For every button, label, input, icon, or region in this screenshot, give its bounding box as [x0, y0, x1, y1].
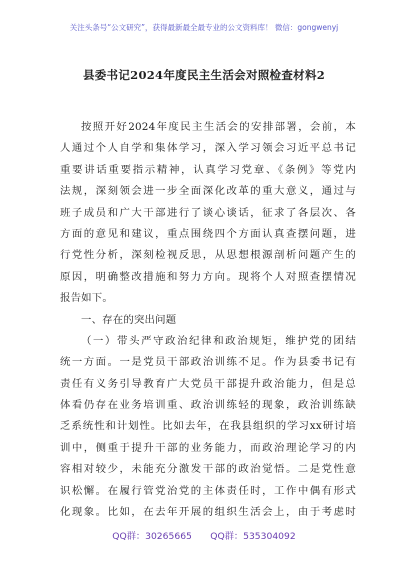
- body-line: 原因，明确整改措施和努力方向。现将个人对照查摆情况: [60, 270, 356, 283]
- body-line: 人通过个人自学和集体学习，深入学习领会习近平总书记: [60, 142, 356, 155]
- body-line: 行党性分析，深刻检视反思，从思想根源剖析问题产生的: [60, 249, 356, 262]
- body-line: 识松懈。在履行管党治党的主体责任时，工作中偶有形式: [60, 484, 356, 497]
- body-line: 乏系统性和计划性。比如去年，在我县组织的学习xx研讨培: [60, 420, 356, 433]
- section-heading: 一、存在的突出问题: [81, 313, 177, 326]
- body-line: 容相对较少，未能充分激发干部的政治觉悟。二是党性意: [60, 463, 356, 476]
- body-line: 体看仍存在业务培训重、政治训练轻的现象，政治训练缺: [60, 399, 356, 412]
- document-body: [60, 117, 356, 523]
- body-line: 化现象。比如，在去年开展的组织生活会上，由于考虑时: [60, 506, 356, 519]
- footer-contact: QQ群：30265665 QQ群：535304092: [112, 531, 296, 542]
- document-title: 县委书记2024年度民主生活会对照检查材料2: [82, 68, 326, 82]
- body-line: 法规，深刻领会进一步全面深化改革的重大意义，通过与: [60, 185, 356, 198]
- body-line: 重要讲话重要指示精神，认真学习党章、《条例》等党内: [60, 163, 356, 176]
- header-note: 关注头条号“公文研究”，获得最新最全最专业的公文资料库！ 微信：gongwenyj: [69, 23, 339, 32]
- body-line: （一）带头严守政治纪律和政治规矩，维护党的团结: [81, 334, 356, 347]
- body-line: 按照开好2024年度民主生活会的安排部署，会前，本: [81, 121, 356, 133]
- body-line: 责任有义务引导教育广大党员干部提升政治能力，但是总: [60, 377, 356, 390]
- body-line: 报告如下。: [60, 292, 113, 305]
- body-line: 班子成员和广大干部进行了谈心谈话，征求了各层次、各: [60, 206, 356, 219]
- body-line: 统一方面。一是党员干部政治训练不足。作为县委书记有: [60, 356, 356, 369]
- body-line: 方面的意见和建议，重点围绕四个方面认真查摆问题，进: [60, 227, 356, 240]
- body-line: 训中，侧重于提升干部的业务能力，而政治理论学习的内: [60, 441, 356, 454]
